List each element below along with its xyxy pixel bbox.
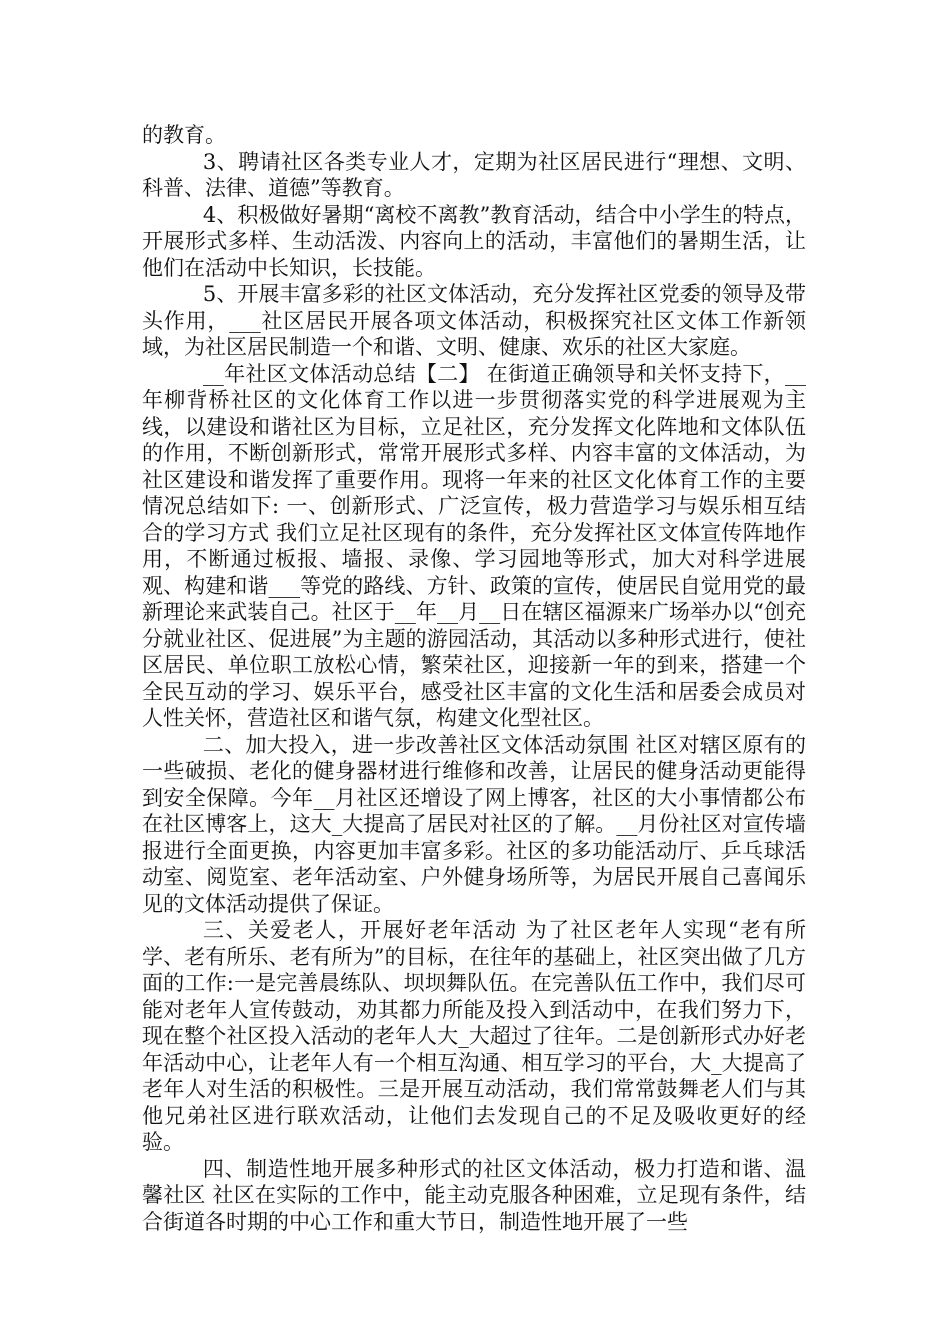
paragraph-3: 4、积极做好暑期“离校不离教”教育活动，结合中小学生的特点，开展形式多样、生动活泼、内容向上的活动，丰富他们的暑期生活，让他们在活动中长知识，长技能。 (142, 202, 806, 280)
paragraph-1: 的教育。 (142, 123, 226, 147)
paragraph-2: 3、聘请社区各类专业人才，定期为社区居民进行“理想、文明、科普、法律、道德”等教育。 (142, 149, 806, 200)
paragraph-4: 5、开展丰富多彩的社区文体活动，充分发挥社区党委的领导及带头作用，___社区居民开展各项文体活动，积极探究社区文体工作新领域，为社区居民制造一个和谐、文明、健康、欢乐的社区大家庭。 (142, 282, 806, 359)
paragraph-7: 三、关爱老人，开展好老年活动 为了社区老年人实现“老有所学、老有所乐、老有所为”的目标，在往年的基础上，社区突出做了几方面的工作:一是完善晨练队、坝坝舞队伍。在完善队伍工作中，我们尽可能对老年人宣传鼓动，劝其都力所能及投入到活动中，在我们努力下，现在整个社区投入活动的老年人大_大超过了往年。二是创新形式办好老年活动中心，让老年人有一个相互沟通、相互学习的平台，大_大提高了老年人对生活的积极性。三是开展互动活动，我们常常鼓舞老人们与其他兄弟社区进行联欢活动，让他们去发现自己的不足及吸收更好的经验。 (142, 918, 806, 1154)
paragraph-8: 四、制造性地开展多种形式的社区文体活动，极力打造和谐、温馨社区 社区在实际的工作中，能主动克服各种困难，立足现有条件，结合街道各时期的中心工作和重大节日，制造性地开展了一些 (142, 1156, 806, 1234)
document-page (142, 122, 806, 1235)
paragraph-5: __年社区文体活动总结【二】 在街道正确领导和关怀支持下，__年柳背桥社区的文化体育工作以进一步贯彻落实党的科学进展观为主线，以建设和谐社区为目标，立足社区，充分发挥文化阵地和文体队伍的作用，不断创新形式，常常开展形式多样、内容丰富的文体活动，为社区建设和谐发挥了重要作用。现将一年来的社区文化体育工作的主要情况总结如下: 一、创新形式、广泛宣传，极力营造学习与娱乐相互结合的学习方式 我们立足社区现有的条件，充分发挥社区文体宣传阵地作用，不断通过板报、墙报、录像、学习园地等形式，加大对科学进展观、构建和谐___等党的路线、方针、政策的宣传，使居民自觉用党的最新理论来武装自己。社区于__年__月__日在辖区福源来广场举办以“创充分就业社区、促进展”为主题的游园活动，其活动以多种形式进行，使社区居民、单位职工放松心情，繁荣社区，迎接新一年的到来，搭建一个全民互动的学习、娱乐平台，感受社区丰富的文化生活和居委会成员对人性关怀，营造社区和谐气氛，构建文化型社区。 (142, 361, 806, 730)
paragraph-6: 二、加大投入，进一步改善社区文体活动氛围 社区对辖区原有的一些破损、老化的健身器材进行维修和改善，让居民的健身活动更能得到安全保障。今年__月社区还增设了网上博客，社区的大小事情都公布在社区博客上，这大_大提高了居民对社区的了解。__月份社区对宣传墙报进行全面更换，内容更加丰富多彩。社区的多功能活动厅、乒乓球活动室、阅览室、老年活动室、户外健身场所等，为居民开展自己喜闻乐见的文体活动提供了保证。 (142, 732, 806, 916)
